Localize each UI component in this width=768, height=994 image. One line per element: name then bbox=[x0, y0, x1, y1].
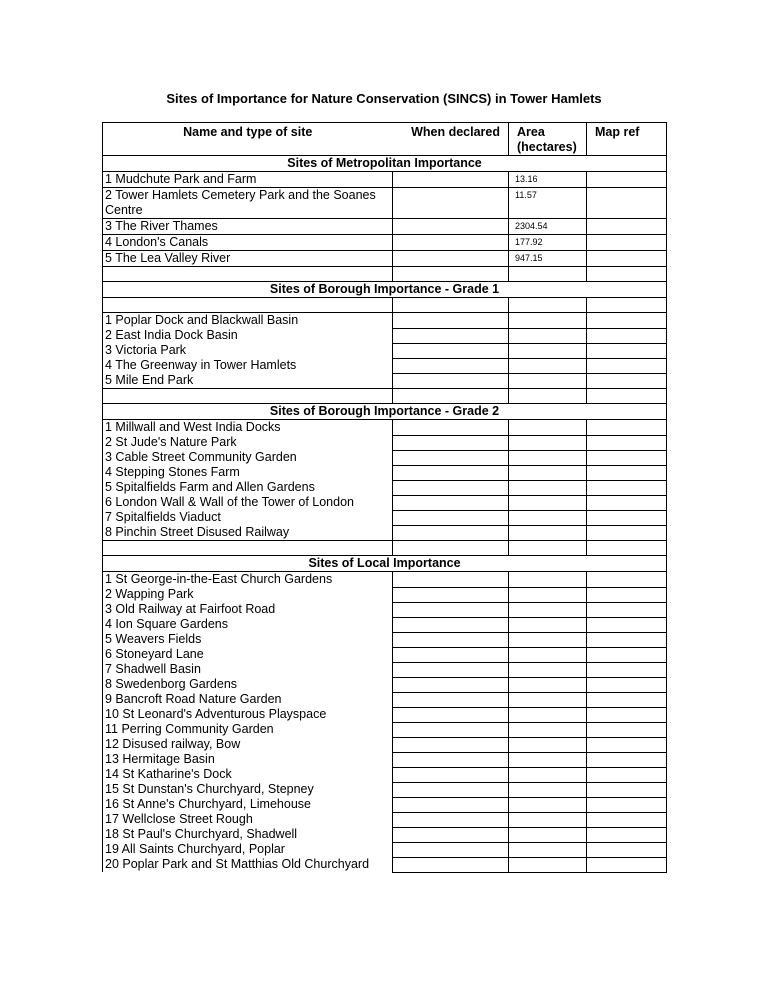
map-ref bbox=[587, 219, 667, 235]
section-header-row bbox=[103, 556, 667, 572]
table-row bbox=[103, 677, 667, 692]
section-header-row bbox=[103, 156, 667, 172]
site-name: 2 Wapping Park bbox=[103, 587, 393, 602]
map-ref bbox=[587, 172, 667, 188]
map-ref bbox=[587, 692, 667, 707]
map-ref bbox=[587, 737, 667, 752]
when-declared bbox=[393, 812, 509, 827]
area-hectares bbox=[509, 602, 587, 617]
when-declared bbox=[393, 465, 509, 480]
site-name: 5 Mile End Park bbox=[103, 373, 393, 389]
when-declared bbox=[393, 587, 509, 602]
area-hectares bbox=[509, 465, 587, 480]
map-ref bbox=[587, 707, 667, 722]
header-area: Area (hectares) bbox=[509, 123, 587, 156]
spacer-row bbox=[103, 298, 667, 313]
map-ref bbox=[587, 632, 667, 647]
site-name: 4 Stepping Stones Farm bbox=[103, 465, 393, 480]
table-row bbox=[103, 251, 667, 267]
map-ref bbox=[587, 572, 667, 588]
spacer-row bbox=[103, 267, 667, 282]
table-row bbox=[103, 767, 667, 782]
when-declared bbox=[393, 358, 509, 373]
map-ref bbox=[587, 722, 667, 737]
area-hectares bbox=[509, 662, 587, 677]
document-title: Sites of Importance for Nature Conservation (SINCS) in Tower Hamlets bbox=[166, 91, 602, 106]
when-declared bbox=[393, 495, 509, 510]
area-hectares bbox=[509, 450, 587, 465]
area-hectares bbox=[509, 572, 587, 588]
section-title: Sites of Metropolitan Importance bbox=[103, 156, 667, 172]
empty-cell bbox=[587, 541, 667, 556]
when-declared bbox=[393, 328, 509, 343]
table-row bbox=[103, 797, 667, 812]
area-hectares bbox=[509, 495, 587, 510]
when-declared bbox=[393, 420, 509, 436]
site-name: 16 St Anne's Churchyard, Limehouse bbox=[103, 797, 393, 812]
when-declared bbox=[393, 722, 509, 737]
map-ref bbox=[587, 343, 667, 358]
table-row bbox=[103, 219, 667, 235]
map-ref bbox=[587, 602, 667, 617]
table-row bbox=[103, 420, 667, 436]
when-declared bbox=[393, 692, 509, 707]
section-title: Sites of Borough Importance - Grade 2 bbox=[103, 404, 667, 420]
site-name: 2 St Jude's Nature Park bbox=[103, 435, 393, 450]
table-row bbox=[103, 525, 667, 541]
area-hectares bbox=[509, 842, 587, 857]
area-hectares bbox=[509, 435, 587, 450]
area-hectares bbox=[509, 812, 587, 827]
when-declared bbox=[393, 767, 509, 782]
table-row bbox=[103, 358, 667, 373]
site-name: 3 The River Thames bbox=[103, 219, 393, 235]
map-ref bbox=[587, 510, 667, 525]
table-row bbox=[103, 480, 667, 495]
site-name: 6 Stoneyard Lane bbox=[103, 647, 393, 662]
table-row bbox=[103, 722, 667, 737]
area-hectares: 947.15 bbox=[509, 251, 587, 267]
table-row bbox=[103, 465, 667, 480]
map-ref bbox=[587, 677, 667, 692]
site-name: 3 Cable Street Community Garden bbox=[103, 450, 393, 465]
map-ref bbox=[587, 662, 667, 677]
table-row bbox=[103, 313, 667, 329]
site-name: 3 Victoria Park bbox=[103, 343, 393, 358]
map-ref bbox=[587, 420, 667, 436]
when-declared bbox=[393, 373, 509, 389]
site-name: 8 Swedenborg Gardens bbox=[103, 677, 393, 692]
empty-cell bbox=[509, 541, 587, 556]
area-hectares bbox=[509, 510, 587, 525]
when-declared bbox=[393, 842, 509, 857]
table-row bbox=[103, 842, 667, 857]
table-row bbox=[103, 812, 667, 827]
area-hectares: 177.92 bbox=[509, 235, 587, 251]
site-name: 2 Tower Hamlets Cemetery Park and the Soanes Centre bbox=[103, 188, 393, 219]
site-name: 6 London Wall & Wall of the Tower of London bbox=[103, 495, 393, 510]
table-header-row bbox=[103, 123, 667, 156]
area-hectares: 13.16 bbox=[509, 172, 587, 188]
when-declared bbox=[393, 435, 509, 450]
map-ref bbox=[587, 842, 667, 857]
site-name: 12 Disused railway, Bow bbox=[103, 737, 393, 752]
section-title: Sites of Local Importance bbox=[103, 556, 667, 572]
table-row bbox=[103, 662, 667, 677]
when-declared bbox=[393, 510, 509, 525]
when-declared bbox=[393, 677, 509, 692]
when-declared bbox=[393, 662, 509, 677]
sites-table bbox=[102, 122, 667, 873]
when-declared bbox=[393, 219, 509, 235]
when-declared bbox=[393, 313, 509, 329]
when-declared bbox=[393, 752, 509, 767]
site-name: 2 East India Dock Basin bbox=[103, 328, 393, 343]
table-row bbox=[103, 495, 667, 510]
map-ref bbox=[587, 235, 667, 251]
area-hectares bbox=[509, 767, 587, 782]
site-name: 4 London's Canals bbox=[103, 235, 393, 251]
table-row bbox=[103, 373, 667, 389]
site-name: 4 The Greenway in Tower Hamlets bbox=[103, 358, 393, 373]
table-row bbox=[103, 510, 667, 525]
table-row bbox=[103, 752, 667, 767]
area-hectares bbox=[509, 480, 587, 495]
table-row bbox=[103, 692, 667, 707]
map-ref bbox=[587, 480, 667, 495]
area-hectares bbox=[509, 587, 587, 602]
when-declared bbox=[393, 827, 509, 842]
site-name: 8 Pinchin Street Disused Railway bbox=[103, 525, 393, 541]
empty-cell bbox=[103, 298, 393, 313]
empty-cell bbox=[103, 267, 393, 282]
area-hectares bbox=[509, 420, 587, 436]
empty-cell bbox=[103, 541, 393, 556]
table-row bbox=[103, 617, 667, 632]
table-row bbox=[103, 328, 667, 343]
area-hectares: 11.57 bbox=[509, 188, 587, 219]
site-name: 13 Hermitage Basin bbox=[103, 752, 393, 767]
site-name: 17 Wellclose Street Rough bbox=[103, 812, 393, 827]
site-name: 10 St Leonard's Adventurous Playspace bbox=[103, 707, 393, 722]
area-hectares bbox=[509, 782, 587, 797]
table-row bbox=[103, 572, 667, 588]
empty-cell bbox=[509, 298, 587, 313]
header-name: Name and type of site bbox=[103, 123, 393, 156]
table-row bbox=[103, 647, 667, 662]
table-row bbox=[103, 737, 667, 752]
site-name: 7 Shadwell Basin bbox=[103, 662, 393, 677]
table-row bbox=[103, 188, 667, 219]
area-hectares bbox=[509, 737, 587, 752]
map-ref bbox=[587, 827, 667, 842]
empty-cell bbox=[393, 541, 509, 556]
map-ref bbox=[587, 782, 667, 797]
map-ref bbox=[587, 525, 667, 541]
map-ref bbox=[587, 373, 667, 389]
when-declared bbox=[393, 251, 509, 267]
site-name: 9 Bancroft Road Nature Garden bbox=[103, 692, 393, 707]
section-header-row bbox=[103, 282, 667, 298]
map-ref bbox=[587, 251, 667, 267]
map-ref bbox=[587, 812, 667, 827]
section-title: Sites of Borough Importance - Grade 1 bbox=[103, 282, 667, 298]
site-name: 15 St Dunstan's Churchyard, Stepney bbox=[103, 782, 393, 797]
empty-cell bbox=[509, 267, 587, 282]
map-ref bbox=[587, 797, 667, 812]
area-hectares bbox=[509, 313, 587, 329]
when-declared bbox=[393, 235, 509, 251]
map-ref bbox=[587, 358, 667, 373]
area-hectares bbox=[509, 677, 587, 692]
when-declared bbox=[393, 172, 509, 188]
when-declared bbox=[393, 857, 509, 872]
when-declared bbox=[393, 617, 509, 632]
when-declared bbox=[393, 707, 509, 722]
table-row bbox=[103, 632, 667, 647]
map-ref bbox=[587, 435, 667, 450]
header-map-ref: Map ref bbox=[587, 123, 667, 156]
empty-cell bbox=[393, 298, 509, 313]
table-row bbox=[103, 587, 667, 602]
site-name: 3 Old Railway at Fairfoot Road bbox=[103, 602, 393, 617]
area-hectares bbox=[509, 343, 587, 358]
map-ref bbox=[587, 752, 667, 767]
empty-cell bbox=[393, 389, 509, 404]
map-ref bbox=[587, 767, 667, 782]
site-name: 1 Millwall and West India Docks bbox=[103, 420, 393, 436]
map-ref bbox=[587, 647, 667, 662]
map-ref bbox=[587, 587, 667, 602]
spacer-row bbox=[103, 541, 667, 556]
when-declared bbox=[393, 572, 509, 588]
area-hectares bbox=[509, 373, 587, 389]
when-declared bbox=[393, 737, 509, 752]
map-ref bbox=[587, 188, 667, 219]
table-row bbox=[103, 435, 667, 450]
table-row bbox=[103, 707, 667, 722]
when-declared bbox=[393, 632, 509, 647]
site-name: 5 The Lea Valley River bbox=[103, 251, 393, 267]
area-hectares bbox=[509, 358, 587, 373]
site-name: 11 Perring Community Garden bbox=[103, 722, 393, 737]
when-declared bbox=[393, 480, 509, 495]
when-declared bbox=[393, 647, 509, 662]
map-ref bbox=[587, 465, 667, 480]
area-hectares bbox=[509, 525, 587, 541]
area-hectares bbox=[509, 692, 587, 707]
empty-cell bbox=[509, 389, 587, 404]
site-name: 14 St Katharine's Dock bbox=[103, 767, 393, 782]
table-row bbox=[103, 343, 667, 358]
when-declared bbox=[393, 450, 509, 465]
table-row bbox=[103, 172, 667, 188]
site-name: 5 Weavers Fields bbox=[103, 632, 393, 647]
site-name: 20 Poplar Park and St Matthias Old Churchyard bbox=[103, 857, 393, 872]
when-declared bbox=[393, 343, 509, 358]
map-ref bbox=[587, 617, 667, 632]
site-name: 7 Spitalfields Viaduct bbox=[103, 510, 393, 525]
empty-cell bbox=[393, 267, 509, 282]
map-ref bbox=[587, 313, 667, 329]
when-declared bbox=[393, 782, 509, 797]
site-name: 1 Mudchute Park and Farm bbox=[103, 172, 393, 188]
site-name: 5 Spitalfields Farm and Allen Gardens bbox=[103, 480, 393, 495]
sites-table-body bbox=[103, 123, 667, 873]
table-row bbox=[103, 827, 667, 842]
map-ref bbox=[587, 328, 667, 343]
area-hectares bbox=[509, 752, 587, 767]
spacer-row bbox=[103, 389, 667, 404]
table-row bbox=[103, 782, 667, 797]
table-row bbox=[103, 235, 667, 251]
site-name: 18 St Paul's Churchyard, Shadwell bbox=[103, 827, 393, 842]
area-hectares bbox=[509, 647, 587, 662]
empty-cell bbox=[103, 389, 393, 404]
table-row bbox=[103, 602, 667, 617]
empty-cell bbox=[587, 267, 667, 282]
site-name: 1 St George-in-the-East Church Gardens bbox=[103, 572, 393, 588]
when-declared bbox=[393, 602, 509, 617]
table-row bbox=[103, 450, 667, 465]
area-hectares bbox=[509, 827, 587, 842]
area-hectares: 2304.54 bbox=[509, 219, 587, 235]
when-declared bbox=[393, 188, 509, 219]
area-hectares bbox=[509, 617, 587, 632]
site-name: 19 All Saints Churchyard, Poplar bbox=[103, 842, 393, 857]
area-hectares bbox=[509, 722, 587, 737]
site-name: 1 Poplar Dock and Blackwall Basin bbox=[103, 313, 393, 329]
empty-cell bbox=[587, 389, 667, 404]
area-hectares bbox=[509, 707, 587, 722]
area-hectares bbox=[509, 632, 587, 647]
area-hectares bbox=[509, 797, 587, 812]
empty-cell bbox=[587, 298, 667, 313]
when-declared bbox=[393, 797, 509, 812]
site-name: 4 Ion Square Gardens bbox=[103, 617, 393, 632]
map-ref bbox=[587, 450, 667, 465]
map-ref bbox=[587, 857, 667, 872]
section-header-row bbox=[103, 404, 667, 420]
map-ref bbox=[587, 495, 667, 510]
area-hectares bbox=[509, 857, 587, 872]
area-hectares bbox=[509, 328, 587, 343]
when-declared bbox=[393, 525, 509, 541]
table-row bbox=[103, 857, 667, 872]
header-when-declared: When declared bbox=[393, 123, 509, 156]
